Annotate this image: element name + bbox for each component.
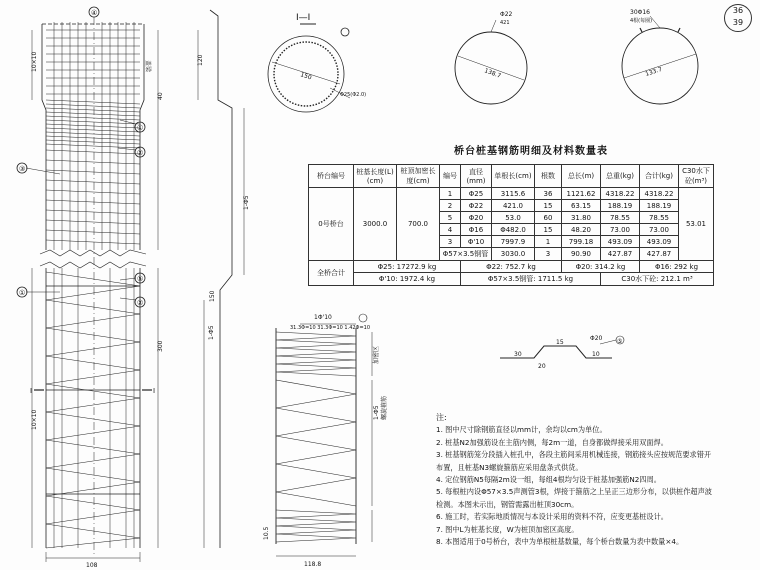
note-item: 7. 图中L为桩基长度，W为桩顶加密区高度。	[436, 524, 579, 534]
cell: Φ22	[461, 200, 492, 212]
spiral-width: 118.8	[304, 561, 322, 568]
th-pile-length: 桩基长度(L)(cm)	[354, 165, 397, 188]
th-unit-length: 单根长(cm)	[492, 165, 535, 188]
note-item: 6. 施工时，若实际地质情况与本设计采用的资料不符，应变更基桩设计。	[436, 512, 668, 522]
note-item: 3. 桩基钢筋笼分段插入桩孔中，各段主筋间采用机械连接，钢筋接头应按规范要求错开	[436, 450, 712, 460]
main-bar-side-view	[198, 10, 244, 548]
table-row	[309, 188, 714, 200]
cell: 3	[535, 248, 562, 261]
cell: 15	[535, 224, 562, 236]
cell: 3	[440, 236, 461, 248]
table-header-row	[309, 165, 714, 188]
note-item: 4. 定位钢筋N5每隔2m设一组，每组4根均匀设于桩基加强筋N2四周。	[436, 475, 661, 485]
cell: 90.90	[562, 248, 601, 261]
bent-bar-dia: Φ20	[590, 335, 603, 342]
cell: 1	[535, 236, 562, 248]
cell: 48.20	[562, 224, 601, 236]
th-no: 编号	[440, 165, 461, 188]
cell: 53.0	[492, 212, 535, 224]
cell: Φ25	[461, 188, 492, 200]
th-diameter: 直径(mm)	[461, 165, 492, 188]
section2-top2: 421	[500, 20, 510, 26]
th-sum: 合计(kg)	[640, 165, 679, 188]
bent-dim-15: 15	[556, 339, 564, 346]
cell: Φ482.0	[492, 224, 535, 236]
th-dense-length: 桩顶加密长度(cm)	[397, 165, 440, 188]
cell: Φ20	[461, 212, 492, 224]
spiral-side-b: 加密区	[373, 345, 380, 364]
spiral-dim: 10.5	[263, 526, 270, 540]
dim-300: 300	[157, 340, 164, 352]
page-number: 36	[732, 6, 744, 15]
bent-callout: ⑤	[617, 338, 623, 345]
dim-side-150: 150	[209, 290, 216, 302]
cell-concrete: 53.01	[679, 188, 714, 261]
section-title: I—I	[296, 13, 311, 23]
sum-cell: Φ25: 17272.9 kg	[354, 261, 461, 273]
cell: 7997.9	[492, 236, 535, 248]
sum-cell: Φ20: 314.2 kg	[562, 261, 640, 273]
section3-diameter: 133.7	[644, 65, 663, 78]
section-bar-label: Φ25(Φ2.0)	[340, 92, 367, 98]
cell: 31.80	[562, 212, 601, 224]
th-total-length: 总长(m)	[562, 165, 601, 188]
callout-1b-label: ①	[19, 289, 26, 297]
cell: 2	[440, 200, 461, 212]
cell: Φ57×3.5钢管	[440, 248, 492, 261]
table-summary-row	[309, 273, 714, 286]
callout-2b-label: ②	[137, 299, 144, 307]
bent-dim-10: 10	[592, 351, 600, 358]
cell: 60	[535, 212, 562, 224]
dim-40: 40	[157, 92, 164, 100]
cut-mark-left: I	[30, 387, 33, 395]
cell-dense-length: 700.0	[397, 188, 440, 261]
dim-top: 120	[197, 54, 204, 66]
section-1-1	[268, 24, 350, 112]
note-item: 检测。本图未示出，钢管需露出桩顶30cm。	[436, 499, 579, 509]
bent-dim-30: 30	[514, 351, 522, 358]
bent-dim-20: 20	[538, 363, 546, 370]
cage-grid-top	[46, 22, 140, 250]
th-concrete: C30水下砼(m³)	[679, 165, 714, 188]
cell: Φ'10	[461, 236, 492, 248]
section2-top: Φ22	[500, 11, 513, 18]
spiral-top-dims: 31.3Φ=10 31.3Φ=10 1.42Φ=10	[290, 325, 371, 331]
cell: 73.00	[640, 224, 679, 236]
page-total: 39	[732, 18, 744, 27]
dim-left-bot: 10×10	[31, 409, 38, 430]
th-abutment: 桥台编号	[309, 165, 354, 188]
dim-bottom-width: 108	[86, 562, 98, 569]
cell: 427.87	[601, 248, 640, 261]
section-positioning-bars	[622, 16, 698, 104]
cell: 15	[535, 200, 562, 212]
callout-3-label: ③	[19, 165, 26, 173]
cell: 5	[440, 212, 461, 224]
axis-top-label: ④	[91, 9, 98, 17]
spiral-stirrup-detail	[276, 314, 372, 556]
cell: 799.18	[562, 236, 601, 248]
cell-pile-length: 3000.0	[354, 188, 397, 261]
cell: 78.55	[601, 212, 640, 224]
cell: 36	[535, 188, 562, 200]
section-stiffener-ring	[455, 20, 527, 104]
cell: 78.55	[640, 212, 679, 224]
note-item: 1. 图中尺寸除钢筋直径以mm计，余均以cm为单位。	[436, 425, 607, 435]
pile-outline-right	[140, 24, 144, 250]
cell: 4318.22	[640, 188, 679, 200]
quantity-table	[308, 164, 714, 286]
bar-side-label2: 1-Φ5	[208, 325, 215, 340]
note-item: 8. 本图适用于0号桥台，表中为单根桩基数量，每个桥台数量为表中数量×4。	[436, 537, 684, 547]
pile-elevation	[17, 7, 158, 562]
pile-outline-left	[42, 24, 46, 250]
sum-cell: Φ22: 752.7 kg	[461, 261, 562, 273]
spiral-top-ref: 1Φ'10	[314, 314, 332, 321]
cell: 427.87	[640, 248, 679, 261]
callout-5-label: ⑤	[137, 275, 144, 283]
cell: 4318.22	[601, 188, 640, 200]
cell: 3030.0	[492, 248, 535, 261]
note-item: 2. 桩基N2加强筋设在主筋内侧，每2m一道，自身都做焊接采用双面焊。	[436, 437, 668, 447]
cell-abutment: 0号桥台	[309, 188, 354, 261]
cell: 421.0	[492, 200, 535, 212]
th-count: 根数	[535, 165, 562, 188]
section3-top2: 4根(每圈)	[630, 18, 653, 24]
dim-left-top: 10×10	[31, 51, 38, 72]
note-item: 5. 每根桩内设Φ57×3.5声测管3根，焊接于箍筋之上呈正三边形分布，以供桩作超声波	[436, 487, 712, 497]
cell: 1121.62	[562, 188, 601, 200]
bar-side-label: 1-Φ5	[243, 195, 250, 210]
note-item: 布置，且桩基N3螺旋箍筋应采用盘条式供货。	[436, 462, 583, 472]
cap-beam-label: 盖梁	[144, 60, 151, 73]
spiral-side-a: 1-Φ5	[373, 405, 380, 420]
section2-diameter: 138.7	[483, 67, 502, 80]
sum-cell: Φ16: 292 kg	[640, 261, 714, 273]
cell: 3115.6	[492, 188, 535, 200]
sum-cell: C30水下砼: 212.1 m³	[601, 273, 714, 286]
cell: 4	[440, 224, 461, 236]
callout-2-label: ②	[137, 149, 144, 157]
callout-1-label: ①	[137, 124, 144, 132]
th-total-weight: 总重(kg)	[601, 165, 640, 188]
sum-cell: Φ57×3.5钢管: 1711.5 kg	[461, 273, 601, 286]
cell: 1	[440, 188, 461, 200]
cell: 493.09	[601, 236, 640, 248]
sum-label: 全桥合计	[309, 261, 354, 286]
cell: Φ16	[461, 224, 492, 236]
section3-top: 30Φ16	[630, 9, 650, 16]
notes-head: 注:	[436, 413, 447, 422]
cell: 188.19	[640, 200, 679, 212]
cell: 63.15	[562, 200, 601, 212]
cut-mark-right: I	[153, 387, 156, 395]
sum-cell: Φ'10: 1972.4 kg	[354, 273, 461, 286]
cell: 188.19	[601, 200, 640, 212]
spiral-mid: 螺旋箍筋	[381, 395, 388, 420]
notes-block	[436, 412, 748, 548]
table-title: 桥台桩基钢筋明细及材料数量表	[454, 146, 608, 157]
section-diameter: 150	[299, 71, 313, 82]
cell: 73.00	[601, 224, 640, 236]
cell: 493.09	[640, 236, 679, 248]
table-summary-row	[309, 261, 714, 273]
